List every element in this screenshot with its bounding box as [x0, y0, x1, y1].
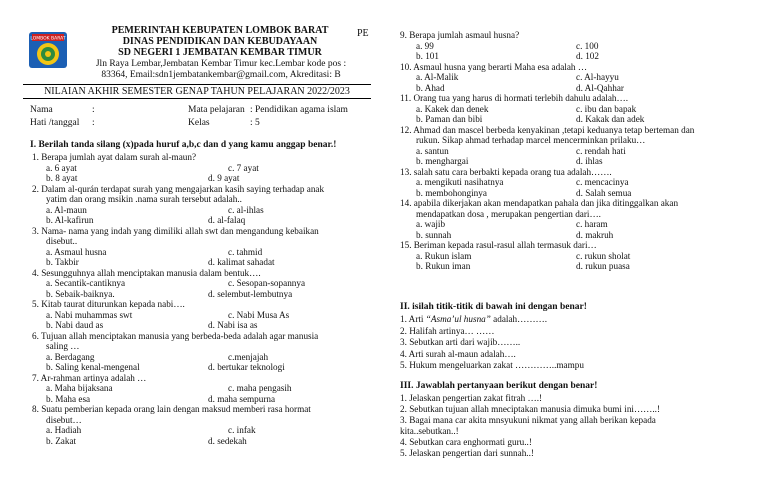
option-d: d. Al-Qahhar: [576, 82, 624, 93]
option-d: d. 102: [576, 51, 599, 61]
option-b: b. Al-kafirun: [46, 215, 94, 225]
option-c: c. ibu dan bapak: [576, 103, 637, 114]
option-b: b. Maha esa: [46, 393, 91, 404]
isian-item-2: 2. Halifah artinya… ……: [400, 325, 495, 336]
option-d: d. Kakak dan adek: [576, 114, 645, 124]
option-a: a. Al-maun: [46, 204, 87, 215]
option-a: a. 6 ayat: [46, 162, 77, 173]
option-a: a. Asmaul husna: [46, 246, 107, 257]
question-3-cont: disebut..: [46, 236, 78, 246]
option-d: d. al-falaq: [208, 215, 246, 225]
option-c: c. rendah hati: [576, 145, 626, 156]
option-c: c. infak: [228, 425, 256, 435]
option-b: b. Saling kenal-mengenal: [46, 362, 140, 372]
nama-colon: :: [92, 105, 95, 115]
nama-label: Nama: [30, 105, 53, 115]
question-12: 12. Ahmad dan mascel berbeda kenyakinan ,tetapi keduanya tetap berteman dan: [400, 124, 695, 135]
option-c: c. Nabi Musa As: [228, 309, 290, 320]
essay-item-6: 5. Jelaskan pengertian dari sunnah..!: [400, 448, 534, 458]
question-6-cont: saling …: [46, 341, 80, 351]
option-d: d. maha sempurna: [208, 393, 276, 404]
option-b: b. membohonginya: [416, 187, 487, 198]
option-d: d. selembut-lembutnya: [208, 288, 293, 299]
address-line1: Jln Raya Lembar,Jembatan Kembar Timur kec.Lembar kode pos :: [95, 59, 347, 69]
question-4: 4. Sesungguhnya allah menciptakan manusia dalam bentuk….: [32, 267, 261, 278]
option-d: d. kalimat sahadat: [208, 257, 275, 267]
option-a: a. wajib: [416, 219, 446, 229]
exam-title: NILAIAN AKHIR SEMESTER GENAP TAHUN PELAJARAN 2022/2023: [44, 86, 350, 97]
option-c: c.menjajah: [228, 351, 269, 362]
header-pe: PE: [357, 28, 369, 39]
mapel-value: : Pendidikan agama islam: [250, 105, 348, 115]
section1-heading: I. Berilah tanda silang (x)pada huruf a,b,c dan d yang kamu anggap benar.!: [30, 140, 337, 150]
option-a: a. Nabi muhammas swt: [46, 309, 133, 320]
option-a: a. Hadiah: [46, 425, 82, 435]
option-b: b. Zakat: [46, 435, 77, 446]
school-logo: [28, 31, 68, 69]
option-d: d. bertukar teknologi: [208, 362, 285, 372]
question-2: 2. Dalam al-qurán terdapat surah yang mengajarkan kasih saying terhadap anak: [32, 183, 325, 194]
question-5: 5. Kitab taurat diturunkan kepada nabi….: [32, 299, 185, 309]
option-c: c. Sesopan-sopannya: [228, 278, 306, 288]
option-b: b. 8 ayat: [46, 173, 78, 183]
option-c: c. mencacinya: [576, 177, 629, 187]
question-11: 11. Orang tua yang harus di hormati terlebih dahulu adalah….: [400, 93, 629, 103]
question-14-cont: mendapatkan dosa , merupakan pengertian dari….: [416, 208, 601, 219]
essay-item-5: 4. Sebutkan cara enghormati guru..!: [400, 437, 532, 447]
header-line2: DINAS PENDIDIKAN DAN KEBUDAYAAN: [122, 36, 318, 47]
divider-bottom: [23, 98, 371, 99]
option-b: b. Nabi daud as: [46, 320, 104, 330]
question-2-cont: yatim dan orang msikin .nama surah tersebut adalah..: [46, 194, 242, 204]
question-8-cont: disebut…: [46, 414, 82, 425]
option-c: c. rukun sholat: [576, 250, 631, 261]
question-12-cont: rukun. Sikap ahmad terhadap marcel mencerminkan prilaku…: [416, 135, 646, 145]
option-b: b. sunnah: [416, 229, 452, 240]
option-b: b. Rukun iman: [416, 261, 471, 271]
isian-item-1: 1. Arti “Asma’ul husna” adalah……….: [400, 314, 548, 324]
option-a: a. Rukun islam: [416, 250, 472, 261]
question-6: 6. Tujuan allah menciptakan manusia yang berbeda-beda adalah agar manusia: [32, 330, 319, 341]
question-10: 10. Asmaul husna yang berarti Maha esa adalah …: [400, 61, 588, 72]
question-14: 14. apabila dikerjakan akan mendapatkan pahala dan jika ditinggalkan akan: [400, 198, 679, 208]
essay-item-2: 2. Sebutkan tujuan allah mneciptakan manusia dimuka bumi ini……..!: [400, 404, 661, 414]
option-d: d. 9 ayat: [208, 173, 240, 183]
question-15: 15. Beriman kepada rasul-rasul allah termasuk dari…: [400, 240, 597, 250]
question-9: 9. Berapa jumlah asmaul husna?: [400, 30, 520, 40]
school-address: [76, 59, 366, 81]
option-d: d. sedekah: [208, 435, 247, 446]
option-a: a. mengikuti nasihatnya: [416, 177, 504, 187]
option-c: c. maha pengasih: [228, 383, 292, 393]
question-3: 3. Nama- nama yang indah yang dimiliki allah swt dan mengandung kebaikan: [32, 225, 319, 236]
option-b: b. 101: [416, 51, 439, 61]
option-b: b. Ahad: [416, 82, 445, 93]
essay-item-1: 1. Jelaskan pengertian zakat fitrah ….!: [400, 393, 543, 403]
option-b: b. Sebaik-baiknya.: [46, 288, 115, 299]
option-c: c. al-ihlas: [228, 204, 264, 215]
section3-heading: III. Jawablah pertanyaan berikut dengan benar!: [400, 381, 598, 391]
question-13: 13. salah satu cara berbakti kepada orang tua adalah…….: [400, 166, 612, 177]
option-d: d. makruh: [576, 229, 614, 240]
section2-heading: II. isilah titik-titik di bawah ini dengan benar!: [400, 302, 587, 312]
question-7: 7. Ar-rahman artinya adalah …: [32, 372, 147, 383]
option-a: a. Berdagang: [46, 351, 95, 362]
option-d: d. ihlas: [576, 156, 603, 166]
option-a: a. santun: [416, 145, 449, 156]
hari-colon: :: [92, 118, 95, 128]
divider-top: [23, 84, 371, 85]
hari-label: Hati /tanggal: [30, 118, 80, 128]
question-1: 1. Berapa jumlah ayat dalam surah al-maun?: [32, 152, 197, 162]
isian-item-3: 3. Sebutkan arti dari wajib……..: [400, 337, 521, 347]
option-d: d. rukun puasa: [576, 261, 630, 271]
option-a: a. Kakek dan denek: [416, 103, 489, 114]
option-d: d. Nabi isa as: [208, 320, 258, 330]
kelas-value: : 5: [250, 118, 260, 128]
isian-item-4: 4. Arti surah al-maun adalah….: [400, 348, 516, 359]
option-b: b. menghargai: [416, 156, 469, 166]
option-b: b. Paman dan bibi: [416, 114, 483, 124]
option-a: a. Maha bijaksana: [46, 383, 113, 393]
logo-text: LOMBOK BARAT: [30, 36, 66, 42]
option-a: a. Al-Malik: [416, 72, 459, 82]
address-line2: 83364, Email:sdn1jembatankembar@gmail.com, Akreditasi: B: [101, 70, 341, 80]
isian-item-5: 5. Hukum mengeluarkan zakat …………..mampu: [400, 360, 584, 370]
option-c: c. 100: [576, 40, 599, 51]
header-line1: PEMERINTAH KEBUPATEN LOMBOK BARAT: [111, 25, 329, 36]
option-a: a. 99: [416, 40, 434, 51]
mapel-label: Mata pelajaran: [188, 105, 245, 115]
option-c: c. 7 ayat: [228, 162, 259, 173]
essay-item-4: kita..sebutkan..!: [400, 426, 459, 436]
option-c: c. Al-hayyu: [576, 72, 619, 82]
option-d: d. Salah semua: [576, 187, 632, 198]
option-c: c. haram: [576, 219, 608, 229]
option-c: c. tahmid: [228, 246, 263, 257]
essay-item-3: 3. Bagai mana car akita mnsyukuni nikmat yang allah berikan kepada: [400, 415, 656, 425]
option-b: b. Takbir: [46, 257, 79, 267]
option-a: a. Secantik-cantiknya: [46, 278, 126, 288]
header-line3: SD NEGERI 1 JEMBATAN KEMBAR TIMUR: [118, 47, 322, 58]
question-8: 8. Suatu pemberian kepada orang lain dengan maksud memberi rasa hormat: [32, 404, 311, 414]
kelas-label: Kelas: [188, 118, 210, 128]
